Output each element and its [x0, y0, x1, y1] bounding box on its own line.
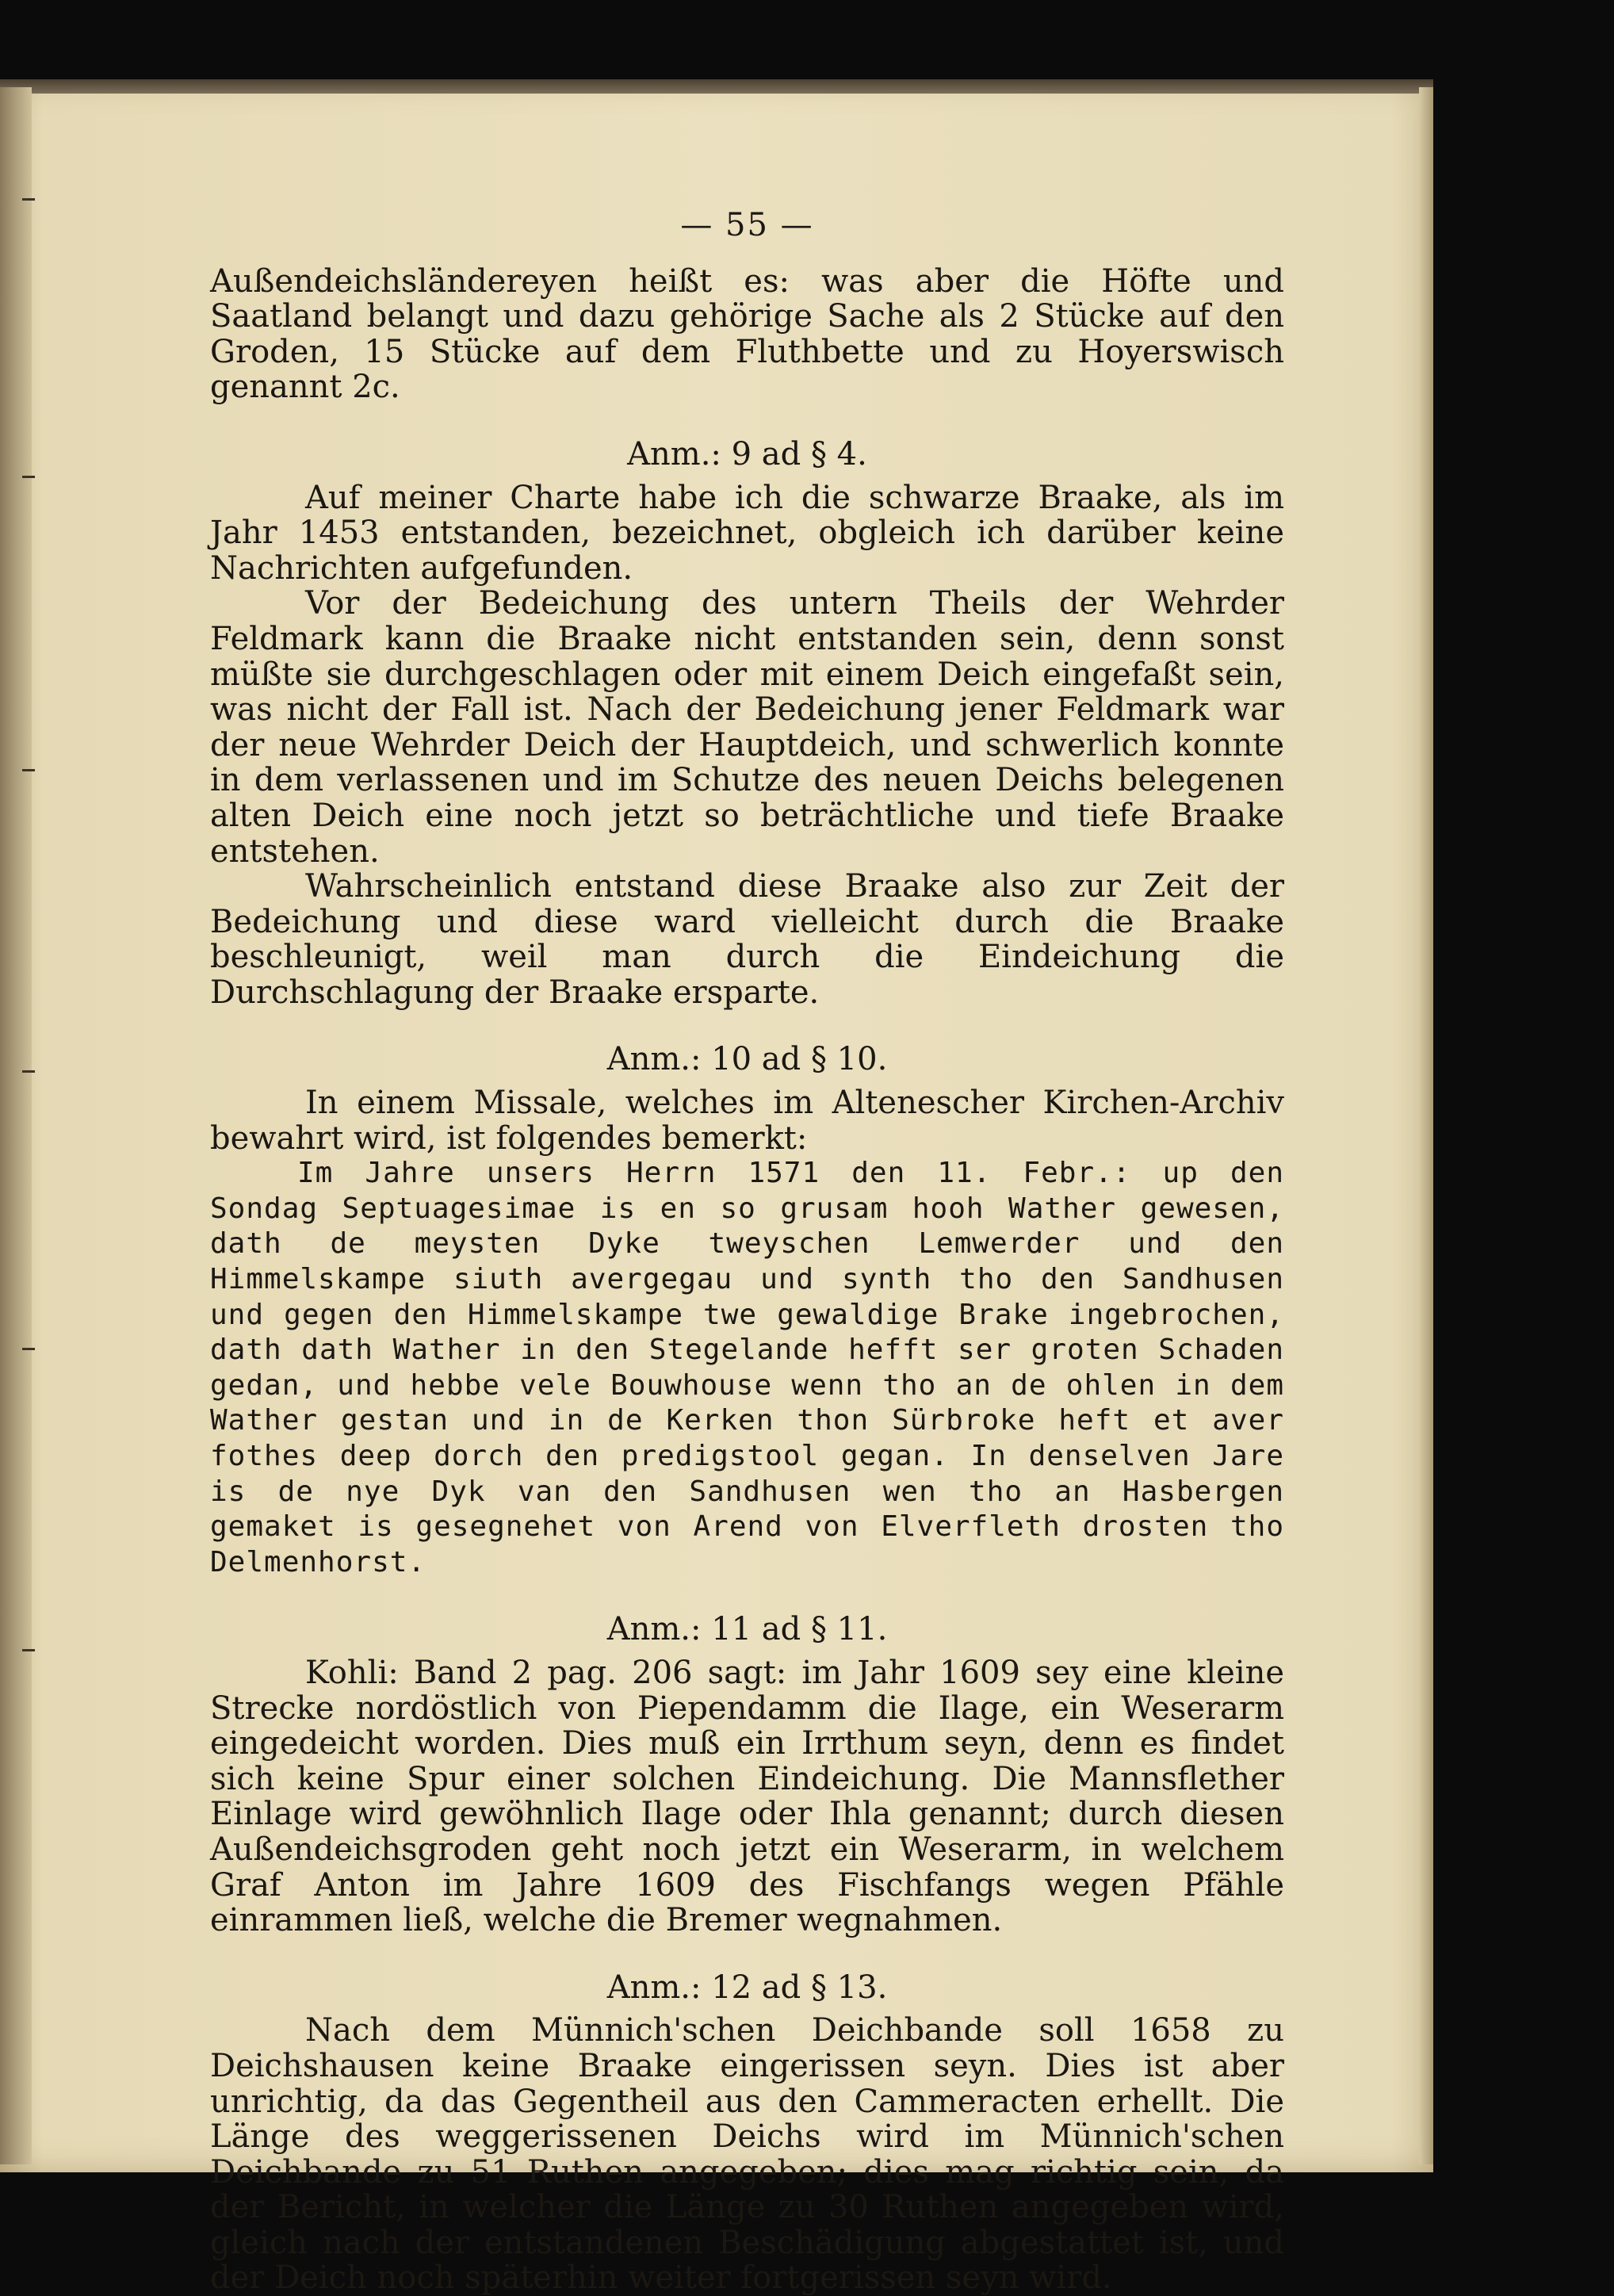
paragraph: Nach dem Münnich'schen Deichbande soll 1658 zu Deichshausen keine Braake eingerissen seyn. Dies ist aber unrichtig, da das Gegentheil aus den Cammeracten erhellt. Die Länge des weggerissenen Deichs wird im Münnich'schen Deichbande zu 51 Ruthen angegeben; dies mag richtig sein, da der Bericht, in welcher die Länge zu 30 Ruthen angegeben wird, gleich nach der entstandenen Beschädigung abgestattet ist, und der Deich noch späterhin weiter fortgerissen seyn wird. — [210, 2012, 1284, 2296]
paragraph: Auf meiner Charte habe ich die schwarze Braake, als im Jahr 1453 entstanden, bezeichnet, obgleich ich darüber keine Nachrichten aufgefunden. — [210, 479, 1284, 587]
quoted-passage: Im Jahre unsers Herrn 1571 den 11. Febr.: up den Sondag Septuagesimae is en so grusam hooh Wather gewesen, dath de meysten Dyke tweyschen Lemwerder und den Himmelskampe siuth avergegau und synth tho den Sandhusen und gegen den Himmelskampe twe gewaldige Brake ingebrochen, dath dath Wather in den Stegelande hefft ser groten Schaden gedan, und hebbe vele Bouwhouse wenn tho an de ohlen in dem Wather gestan und in de Kerken thon Sürbroke heft et aver fothes deep dorch den predigstool gegan. In denselven Jare is de nye Dyk van den Sandhusen wen tho an Hasbergen gemaket is gesegnehet von Arend von Elverfleth drosten tho Delmenhorst. — [210, 1157, 1284, 1578]
note-heading: Anm.: 11 ad § 11. — [606, 1611, 888, 1648]
spine-mark — [22, 476, 35, 478]
book-spine — [0, 87, 32, 2164]
spine-mark — [22, 1070, 35, 1073]
page-text — [210, 208, 1284, 2296]
paragraph: In einem Missale, welches im Altenescher Kirchen-Archiv bewahrt wird, ist folgendes bemerkt: — [210, 1085, 1284, 1157]
spine-mark — [22, 1649, 35, 1651]
paragraph: Wahrscheinlich entstand diese Braake also zur Zeit der Bedeichung und diese ward vielleicht durch die Braake beschleunigt, weil man durch die Eindeichung die Durchschlagung der Braake ersparte. — [210, 868, 1284, 1011]
note-heading: Anm.: 9 ad § 4. — [627, 435, 867, 473]
spine-mark — [22, 1348, 35, 1350]
paragraph: Vor der Bedeichung des untern Theils der Wehrder Feldmark kann die Braake nicht entstanden sein, denn sonst müßte sie durchgeschlagen oder mit einem Deich eingefaßt sein, was nicht der Fall ist. Nach der Bedeichung jener Feldmark war der neue Wehrder Deich der Hauptdeich, und schwerlich konnte in dem verlassenen und im Schutze des neuen Deichs belegenen alten Deich eine noch jetzt so beträchtliche und tiefe Braake entstehen. — [210, 585, 1284, 870]
spine-mark — [22, 198, 35, 201]
paragraph: Außendeichsländereyen heißt es: was aber die Höfte und Saatland belangt und dazu gehörige Sache als 2 Stücke auf den Groden, 15 Stücke auf dem Fluthbette und zu Hoyerswisch genannt 2c. — [210, 262, 1284, 406]
page-top-edge — [0, 79, 1433, 94]
page-right-edge — [1419, 87, 1433, 2164]
spine-mark — [22, 769, 35, 771]
paragraph: Kohli: Band 2 pag. 206 sagt: im Jahr 1609 sey eine kleine Strecke nordöstlich von Piependamm die Ilage, ein Weserarm eingedeicht worden. Dies muß ein Irrthum seyn, denn es findet sich keine Spur einer solchen Eindeichung. Die Mannsflether Einlage wird gewöhnlich Ilage oder Ihla genannt; durch diesen Außendeichsgroden geht noch jetzt ein Weserarm, in welchem Graf Anton im Jahre 1609 des Fischfangs wegen Pfähle einrammen ließ, welche die Bremer wegnahmen. — [210, 1654, 1284, 1939]
note-heading: Anm.: 10 ad § 10. — [606, 1041, 888, 1078]
page-number: — 55 — — [680, 207, 814, 243]
note-heading: Anm.: 12 ad § 13. — [606, 1969, 888, 2006]
